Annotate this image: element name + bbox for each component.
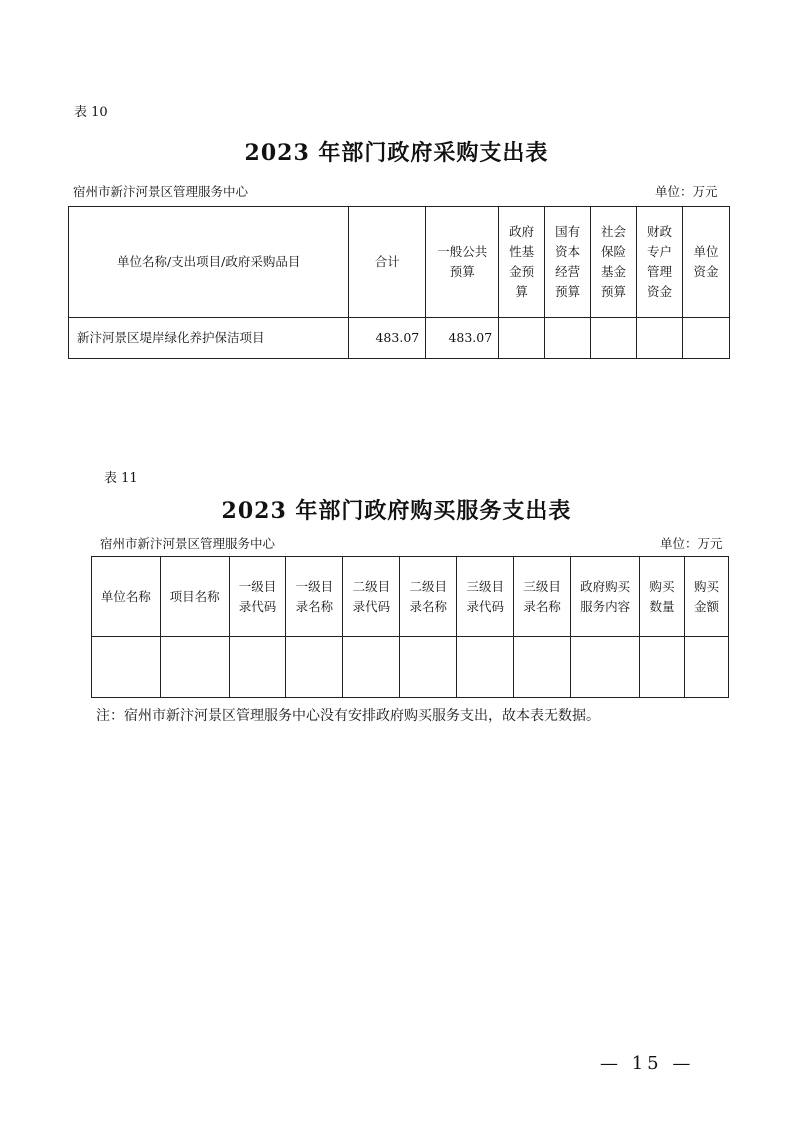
table10-cell: 新汴河景区堤岸绿化养护保洁项目 — [69, 318, 349, 359]
table11-unit: 单位：万元 — [660, 536, 723, 551]
table11-header-cell: 二级目录代码 — [343, 557, 400, 637]
table10-header-cell: 单位资金 — [683, 207, 730, 318]
table-row — [92, 637, 729, 698]
table10-header-row — [69, 207, 730, 318]
table10-header-cell: 合计 — [349, 207, 426, 318]
table10-cell — [683, 318, 730, 359]
table11-header-cell: 三级目录代码 — [457, 557, 514, 637]
table10-header-cell: 政府性基金预算 — [499, 207, 545, 318]
table10-cell — [591, 318, 637, 359]
table10-title: 2023 年部门政府采购支出表 — [244, 140, 549, 166]
table11-header-row — [92, 557, 729, 637]
table11-header-cell: 项目名称 — [160, 557, 229, 637]
table11-cell — [229, 637, 286, 698]
table11-header-cell: 单位名称 — [92, 557, 161, 637]
table11-cell — [457, 637, 514, 698]
table11-header-cell: 购买金额 — [685, 557, 729, 637]
page-number: — 15 — — [600, 1053, 695, 1074]
table11-cell — [571, 637, 640, 698]
table11 — [91, 556, 729, 698]
table11-header-cell: 购买数量 — [640, 557, 685, 637]
table11-title: 2023 年部门政府购买服务支出表 — [221, 498, 572, 524]
table11-label: 表 11 — [104, 471, 138, 486]
table11-header-cell: 政府购买服务内容 — [571, 557, 640, 637]
table10 — [68, 206, 730, 359]
table11-cell — [160, 637, 229, 698]
table11-header-cell: 一级目录代码 — [229, 557, 286, 637]
table10-label: 表 10 — [74, 105, 108, 120]
table10-org: 宿州市新汴河景区管理服务中心 — [73, 184, 249, 199]
table10-cell — [499, 318, 545, 359]
table10-header-cell: 单位名称/支出项目/政府采购品目 — [69, 207, 349, 318]
table11-org: 宿州市新汴河景区管理服务中心 — [100, 536, 276, 551]
table11-cell — [400, 637, 457, 698]
table10-header-cell: 社会保险基金预算 — [591, 207, 637, 318]
table11-cell — [640, 637, 685, 698]
table-row — [69, 318, 730, 359]
table11-cell — [286, 637, 343, 698]
table10-header-cell: 国有资本经营预算 — [545, 207, 591, 318]
table10-header-cell: 财政专户管理资金 — [637, 207, 683, 318]
table11-cell — [685, 637, 729, 698]
table10-cell — [637, 318, 683, 359]
table11-note: 注：宿州市新汴河景区管理服务中心没有安排政府购买服务支出，故本表无数据。 — [96, 708, 600, 724]
table11-header-cell: 二级目录名称 — [400, 557, 457, 637]
table10-cell: 483.07 — [349, 318, 426, 359]
table11-cell — [514, 637, 571, 698]
table10-unit: 单位：万元 — [655, 184, 718, 199]
table10-cell: 483.07 — [426, 318, 499, 359]
table10-header-cell: 一般公共预算 — [426, 207, 499, 318]
table11-cell — [343, 637, 400, 698]
table11-header-cell: 一级目录名称 — [286, 557, 343, 637]
table10-cell — [545, 318, 591, 359]
table11-cell — [92, 637, 161, 698]
table11-header-cell: 三级目录名称 — [514, 557, 571, 637]
